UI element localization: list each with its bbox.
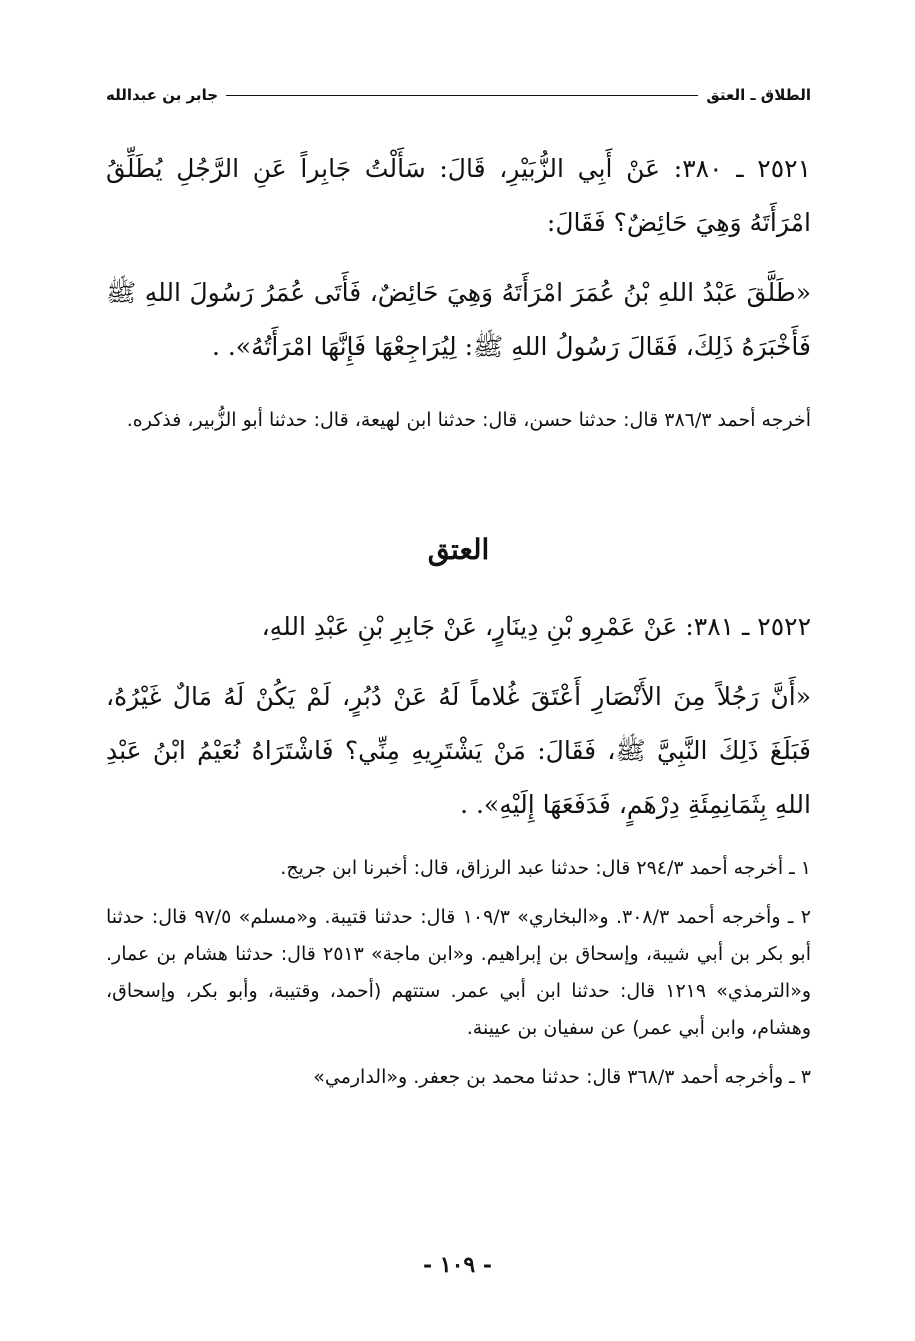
hadith-2522 [106,600,811,832]
hadith-2522-isnad: ٢٥٢٢ ـ ٣٨١: عَنْ عَمْرِو بْنِ دِينَارٍ، عَنْ جَابِرِ بْنِ عَبْدِ اللهِ، [261,612,811,641]
header-narrator: جابر بن عبدالله [106,86,219,104]
hadith-2522-takhrij [106,850,811,1108]
hadith-2521 [106,142,811,374]
hadith-2521-matn: «طَلَّقَ عَبْدُ اللهِ بْنُ عُمَرَ امْرَأَتَهُ وَهِيَ حَائِضٌ، فَأَتَى عُمَرُ رَسُولَ اللهِ ﷺ فَأَخْبَرَهُ ذَلِكَ، فَقَالَ رَسُولُ اللهِ ﷺ: لِيُرَاجِعْهَا فَإِنَّهَا امْرَأَتُهُ». . [106,278,811,361]
hadith-2522-matn: «أَنَّ رَجُلاً مِنَ الأَنْصَارِ أَعْتَقَ غُلاماً لَهُ عَنْ دُبُرٍ، لَمْ يَكُنْ لَهُ مَالٌ غَيْرُهُ، فَبَلَغَ ذَلِكَ النَّبِيَّ ﷺ، فَقَالَ: مَنْ يَشْتَرِيهِ مِنِّي؟ فَاشْتَرَاهُ نُعَيْمُ ابْنُ عَبْدِ اللهِ بِثَمَانِمِئَةِ دِرْهَمٍ، فَدَفَعَهَا إِلَيْهِ». . [106,682,811,819]
takhrij-1: ١ ـ أخرجه أحمد ٢٩٤/٣ قال: حدثنا عبد الرزاق، قال: أخبرنا ابن جريج. [280,857,811,879]
hadith-2521-takhrij [106,402,811,451]
page-number: - ١٠٩ - [422,1252,493,1278]
takhrij-3: ٣ ـ وأخرجه أحمد ٣٦٨/٣ قال: حدثنا محمد بن جعفر. و«الدارمي» [313,1066,811,1088]
section-title: العتق [427,533,490,566]
header-rule [226,95,698,96]
takhrij-text: أخرجه أحمد ٣٨٦/٣ قال: حدثنا حسن، قال: حدثنا ابن لهيعة، قال: حدثنا أبو الزُّبير، فذكره. [126,409,811,431]
hadith-2521-isnad: ٢٥٢١ ـ ٣٨٠: عَنْ أَبِي الزُّبَيْرِ، قَالَ: سَأَلْتُ جَابِراً عَنِ الرَّجُلِ يُطَلِّقُ امْرَأَتَهُ وَهِيَ حَائِضٌ؟ فَقَالَ: [106,154,812,237]
header-section-title: الطلاق ـ العتق [706,86,811,104]
running-header [106,86,811,104]
takhrij-2: ٢ ـ وأخرجه أحمد ٣٠٨/٣. و«البخاري» ١٠٩/٣ قال: حدثنا قتيبة. و«مسلم» ٩٧/٥ قال: حدثنا أبو بكر بن أبي شيبة، وإسحاق بن إبراهيم. و«ابن ماجة» ٢٥١٣ قال: حدثنا هشام بن عمار. و«الترمذي» ١٢١٩ قال: حدثنا ابن أبي عمر. ستتهم (أحمد، وقتيبة، وأبو بكر، وإسحاق، وهشام، وابن أبي عمر) عن سفيان بن عيينة. [106,906,811,1039]
